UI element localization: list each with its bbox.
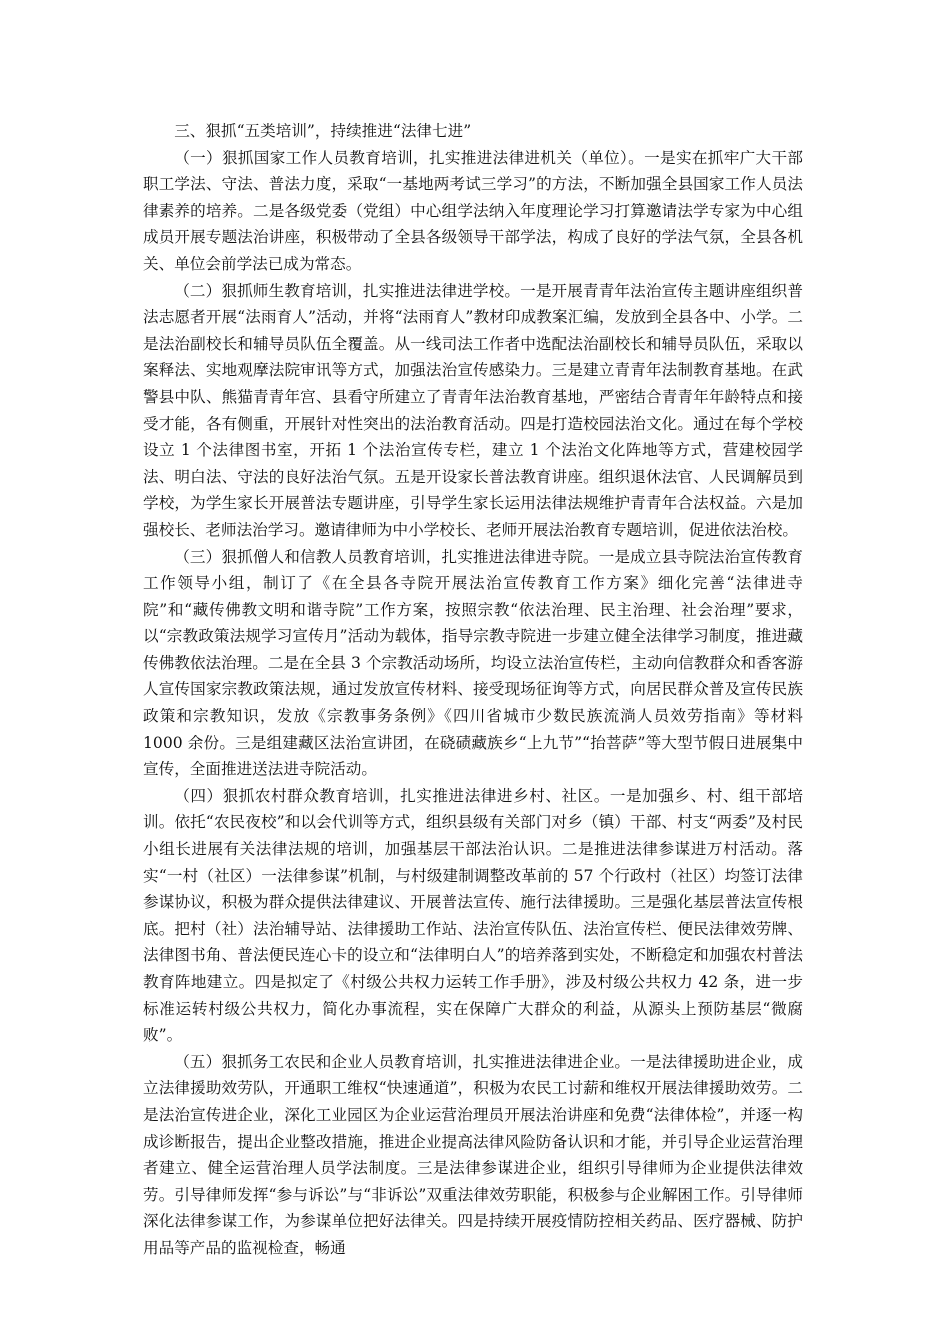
section-heading: 三、狠抓“五类培训”，持续推进“法律七进” <box>174 122 472 140</box>
document-body <box>143 118 803 1262</box>
paragraph-5: （五）狠抓务工农民和企业人员教育培训，扎实推进法律进企业。一是法律援助进企业，成立法律援助效劳队，开通职工维权“快速通道”，积极为农民工讨薪和维权开展法律援助效劳。二是法治宣传进企业，深化工业园区为企业运营治理员开展法治讲座和免费“法律体检”，并逐一构成诊断报告，提出企业整改措施，推进企业提高法律风险防备认识和才能，并引导企业运营治理者建立、健全运营治理人员学法制度。三是法律参谋进企业，组织引导律师为企业提供法律效劳。引导律师发挥“参与诉讼”与“非诉讼”双重法律效劳职能，积极参与企业解困工作。引导律师深化法律参谋工作，为参谋单位把好法律关。四是持续开展疫情防控相关药品、医疗器械、防护用品等产品的监视检查，畅通 <box>143 1052 803 1257</box>
paragraph-2: （二）狠抓师生教育培训，扎实推进法律进学校。一是开展青青年法治宣传主题讲座组织普法志愿者开展“法雨育人”活动，并将“法雨育人”教材印成教案汇编，发放到全县各中、小学。二是法治副校长和辅导员队伍全覆盖。从一线司法工作者中选配法治副校长和辅导员队伍，采取以案释法、实地观摩法院审讯等方式，加强法治宣传感染力。三是建立青青年法制教育基地。在武警县中队、熊猫青青年宫、县看守所建立了青青年法治教育基地，严密结合青青年年龄特点和接受才能，各有侧重，开展针对性突出的法治教育活动。四是打造校园法治文化。通过在每个学校设立 1 个法律图书室，开拓 1 个法治宣传专栏，建立 1 个法治文化阵地等方式，营建校园学法、明白法、守法的良好法治气氛。五是开设家长普法教育讲座。组织退休法官、人民调解员到学校，为学生家长开展普法专题讲座，引导学生家长运用法律法规维护青青年合法权益。六是加强校长、老师法治学习。邀请律师为中小学校长、老师开展法治教育专题培训，促进依法治校。 <box>143 281 803 539</box>
paragraph-3: （三）狠抓僧人和信教人员教育培训，扎实推进法律进寺院。一是成立县寺院法治宣传教育工作领导小组，制订了《在全县各寺院开展法治宣传教育工作方案》细化完善“法律进寺院”和“藏传佛教文明和谐寺院”工作方案，按照宗教“依法治理、民主治理、社会治理”要求，以“宗教政策法规学习宣传月”活动为载体，指导宗教寺院进一步建立健全法律学习制度，推进藏传佛教依法治理。二是在全县 3 个宗教活动场所，均设立法治宣传栏，主动向信教群众和香客游人宣传国家宗教政策法规，通过发放宣传材料、接受现场征询等方式，向居民群众普及宣传民族政策和宗教知识，发放《宗教事务条例》《四川省城市少数民族流淌人员效劳指南》等材料 1000 余份。三是组建藏区法治宣讲团，在硗碛藏族乡“上九节”“抬菩萨”等大型节假日进展集中宣传，全面推进送法进寺院活动。 <box>143 547 803 779</box>
paragraph-4: （四）狠抓农村群众教育培训，扎实推进法律进乡村、社区。一是加强乡、村、组干部培训。依托“农民夜校”和以会代训等方式，组织县级有关部门对乡（镇）干部、村支“两委”及村民小组长进展有关法律法规的培训，加强基层干部法治认识。二是推进法律参谋进万村活动。落实“一村（社区）一法律参谋”机制，与村级建制调整改革前的 57 个行政村（社区）均签订法律参谋协议，积极为群众提供法律建议、开展普法宣传、施行法律援助。三是强化基层普法宣传根底。把村（社）法治辅导站、法律援助工作站、法治宣传队伍、法治宣传栏、便民法律效劳牌、法律图书角、普法便民连心卡的设立和“法律明白人”的培养落到实处，不断稳定和加强农村普法教育阵地建立。四是拟定了《村级公共权力运转工作手册》，涉及村级公共权力 42 条，进一步标准运转村级公共权力，简化办事流程，实在保障广大群众的利益，从源头上预防基层“微腐败”。 <box>143 786 803 1045</box>
paragraph-1: （一）狠抓国家工作人员教育培训，扎实推进法律进机关（单位）。一是实在抓牢广大干部职工学法、守法、普法力度，采取“一基地两考试三学习”的方法，不断加强全县国家工作人员法律素养的培养。二是各级党委（党组）中心组学法纳入年度理论学习打算邀请法学专家为中心组成员开展专题法治讲座，积极带动了全县各级领导干部学法，构成了良好的学法气氛，全县各机关、单位会前学法已成为常态。 <box>143 148 803 273</box>
